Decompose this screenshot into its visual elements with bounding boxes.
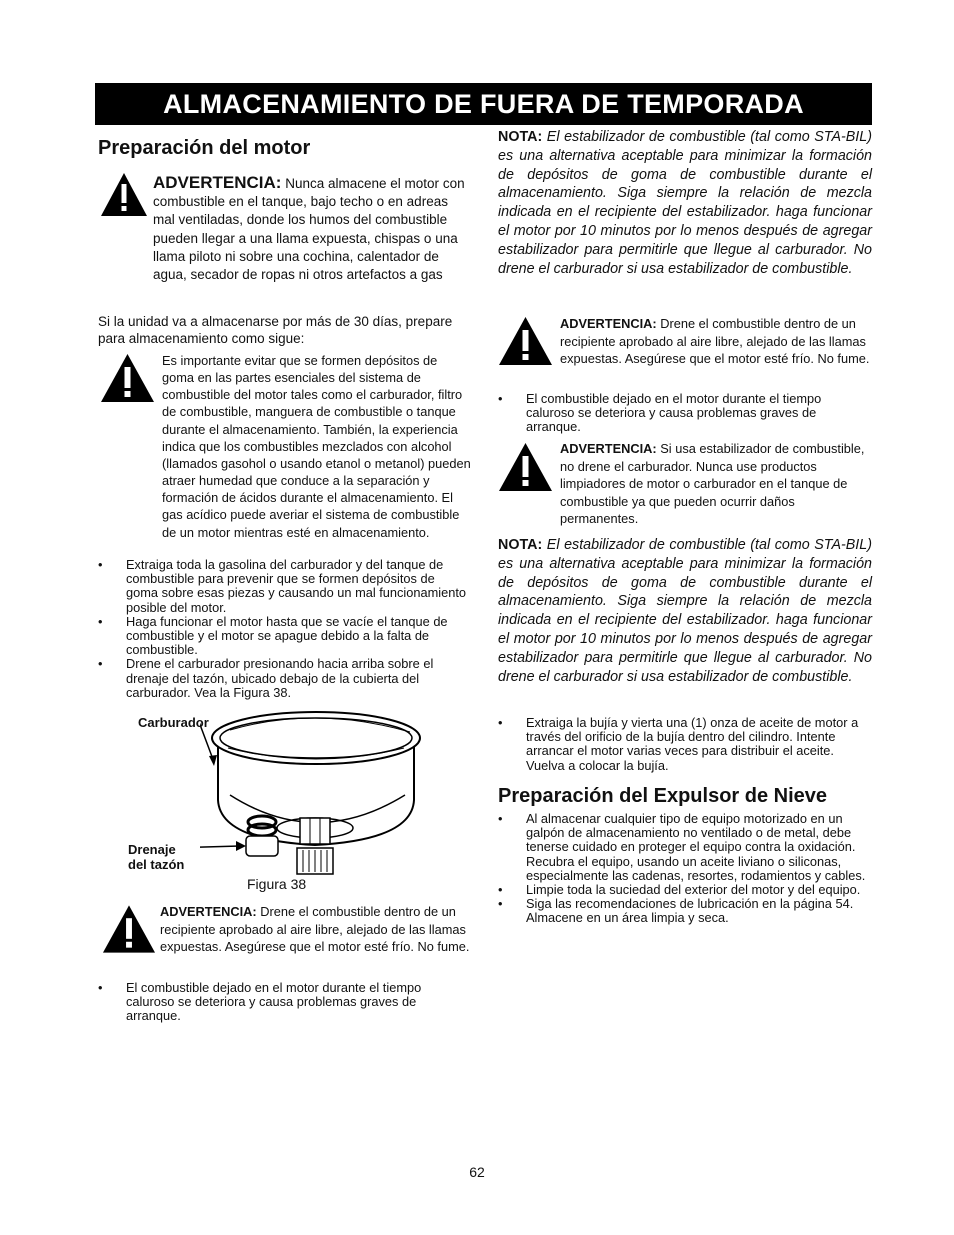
warning-text: Drene el combustible dentro de un recipiente aprobado al aire libre, alejado de las llamas expuestas. Asegúrese que el motor esté frío. No fume.	[160, 904, 470, 954]
warning-block-4	[560, 440, 870, 528]
heading-snow	[498, 785, 872, 808]
figure-label-text: Drenaje	[128, 842, 176, 857]
warning-text: Si usa estabilizador de combustible, no drene el carburador. Nunca use productos limpiadores de motor o carburador en el tanque de combustible ya que pueden ocurrir daños permanentes.	[560, 441, 865, 526]
note-text: El estabilizador de combustible (tal como STA-BIL) es una alternativa aceptable para minimizar la formación de depósitos de goma de combustible durante el almacenamiento. Siga siempre la relación de mezcla indicada en el recipiente del estabilizador. haga funcionar el motor por 10 minutos por lo menos después de agregar estabilizador para permitirle que llegue al carburador. No drene el carburador si usa estabilizador de combustible.	[498, 129, 872, 277]
note-text: El estabilizador de combustible (tal como STA-BIL) es una alternativa aceptable para minimizar la formación de depósitos de goma de combustible durante el almacenamiento. Siga siempre la relación de mezcla indicada en el recipiente del estabilizador. haga funcionar el motor por 10 minutos por lo menos después de agregar estabilizador para permitirle que llegue al carburador. No drene el carburador si usa estabilizador de combustible.	[498, 537, 872, 685]
warning-triangle-icon	[498, 442, 553, 492]
section-heading: Preparación del motor	[98, 137, 311, 159]
page-banner: ALMACENAMIENTO DE FUERA DE TEMPORADA	[95, 83, 872, 125]
list-item: • Extraiga la bujía y vierta una (1) onza de aceite de motor a través del orificio de la bujía dentro del cilindro. Intente arrancar el motor varias veces para distribuir el aceite. Vuelva a colocar la bujía.	[498, 716, 870, 773]
bullet-list-left	[98, 558, 470, 700]
warning-triangle-icon	[100, 353, 155, 403]
note-label: NOTA:	[498, 129, 543, 145]
page-number: 62	[469, 1164, 485, 1180]
note-block	[162, 352, 472, 541]
heading-motor	[98, 137, 478, 160]
warning-triangle-icon	[498, 316, 553, 366]
list-item: • El combustible dejado en el motor durante el tiempo caluroso se deteriora y causa problemas graves de arranque.	[498, 392, 870, 435]
list-item: • Al almacenar cualquier tipo de equipo motorizado en un galpón de almacenamiento no ventilado o de metal, debe tenerse cuidado en proteger el equipo contra la oxidación. Recubra el equipo, usando un aceite liviano o siliconas, especialmente las cadenas, resortes, rodamientos y cables.	[498, 812, 870, 883]
list-item: • Extraiga toda la gasolina del carburador y del tanque de combustible para prevenir que se formen depósitos de goma sobre esas piezas y causando un mal funcionamiento posible del motor.	[98, 558, 470, 615]
paragraph: Si la unidad va a almacenarse por más de 30 días, prepare para almacenamiento como sigue:	[98, 314, 453, 346]
list-item: • Limpie toda la suciedad del exterior del motor y del equipo.	[498, 883, 870, 897]
list-item: • El combustible dejado en el motor durante el tiempo caluroso se deteriora y causa problemas graves de arranque.	[98, 981, 470, 1024]
warning-triangle-icon	[102, 904, 156, 954]
carburetor-figure	[200, 700, 430, 880]
note-label: NOTA:	[498, 537, 543, 553]
section-heading: Preparación del Expulsor de Nieve	[498, 785, 828, 807]
note-2	[498, 536, 872, 686]
note-1	[498, 128, 872, 278]
intro-paragraph	[98, 313, 468, 347]
figure-label-drain	[128, 842, 184, 872]
bullet-list-snow	[498, 812, 870, 926]
warning-title: ADVERTENCIA:	[560, 316, 657, 331]
bullet-right-2	[498, 716, 870, 773]
bullet-right-1	[498, 392, 870, 435]
warning-text: con combustible en el tanque, bajo techo o en adreas mal ventiladas, donde los humos del combustible pueden llegar a una llama expuesta, chispas o una llama piloto ni sobre una cochina, calentador de agua, secador de ropas ni otros artefactos a gas	[153, 176, 465, 283]
warning-text: Drene el combustible dentro de un recipiente aprobado al aire libre, alejado de las llamas expuestas. Asegúrese que el motor esté frío. No fume.	[560, 316, 870, 366]
list-item: • Drene el carburador presionando hacia arriba sobre el drenaje del tazón, ubicado debajo de la cubierta del carburador. Vea la Figura 38.	[98, 657, 470, 700]
list-item: • Siga las recomendaciones de lubricación en la página 54. Almacene en un área limpia y seca.	[498, 897, 870, 925]
warning-text: Nunca almacene el motor	[285, 176, 440, 191]
bullet-list-left-2	[98, 981, 470, 1024]
warning-triangle-icon	[100, 172, 148, 217]
warning-title: ADVERTENCIA:	[560, 441, 657, 456]
warning-title: ADVERTENCIA:	[153, 173, 282, 192]
figure-label-text: del tazón	[128, 857, 185, 872]
warning-block-2	[160, 903, 470, 956]
warning-block-1	[153, 174, 473, 284]
list-item: • Haga funcionar el motor hasta que se vacíe el tanque de combustible y el motor se apague debido a la falta de combustible.	[98, 615, 470, 658]
figure-label-carburetor: Carburador	[138, 715, 209, 730]
warning-title: ADVERTENCIA:	[160, 904, 257, 919]
figure-caption: Figura 38	[247, 876, 307, 892]
paragraph: Es importante evitar que se formen depósitos de goma en las partes esenciales del sistema de combustible del motor tales como el carburador, filtro de combustible, manguera de combustible o tanque durante el almacenamiento. También, la experiencia indica que los combustibles mezclados con alcohol (llamados gasohol o usando etanol o metanol) pueden atraer humedad que conduce a la separación y formación de ácidos durante el almacenamiento. El gas acídico puede averiar el sistema de combustible de un motor mientras esté en almacenamiento.	[162, 353, 471, 540]
warning-block-3	[560, 315, 870, 368]
